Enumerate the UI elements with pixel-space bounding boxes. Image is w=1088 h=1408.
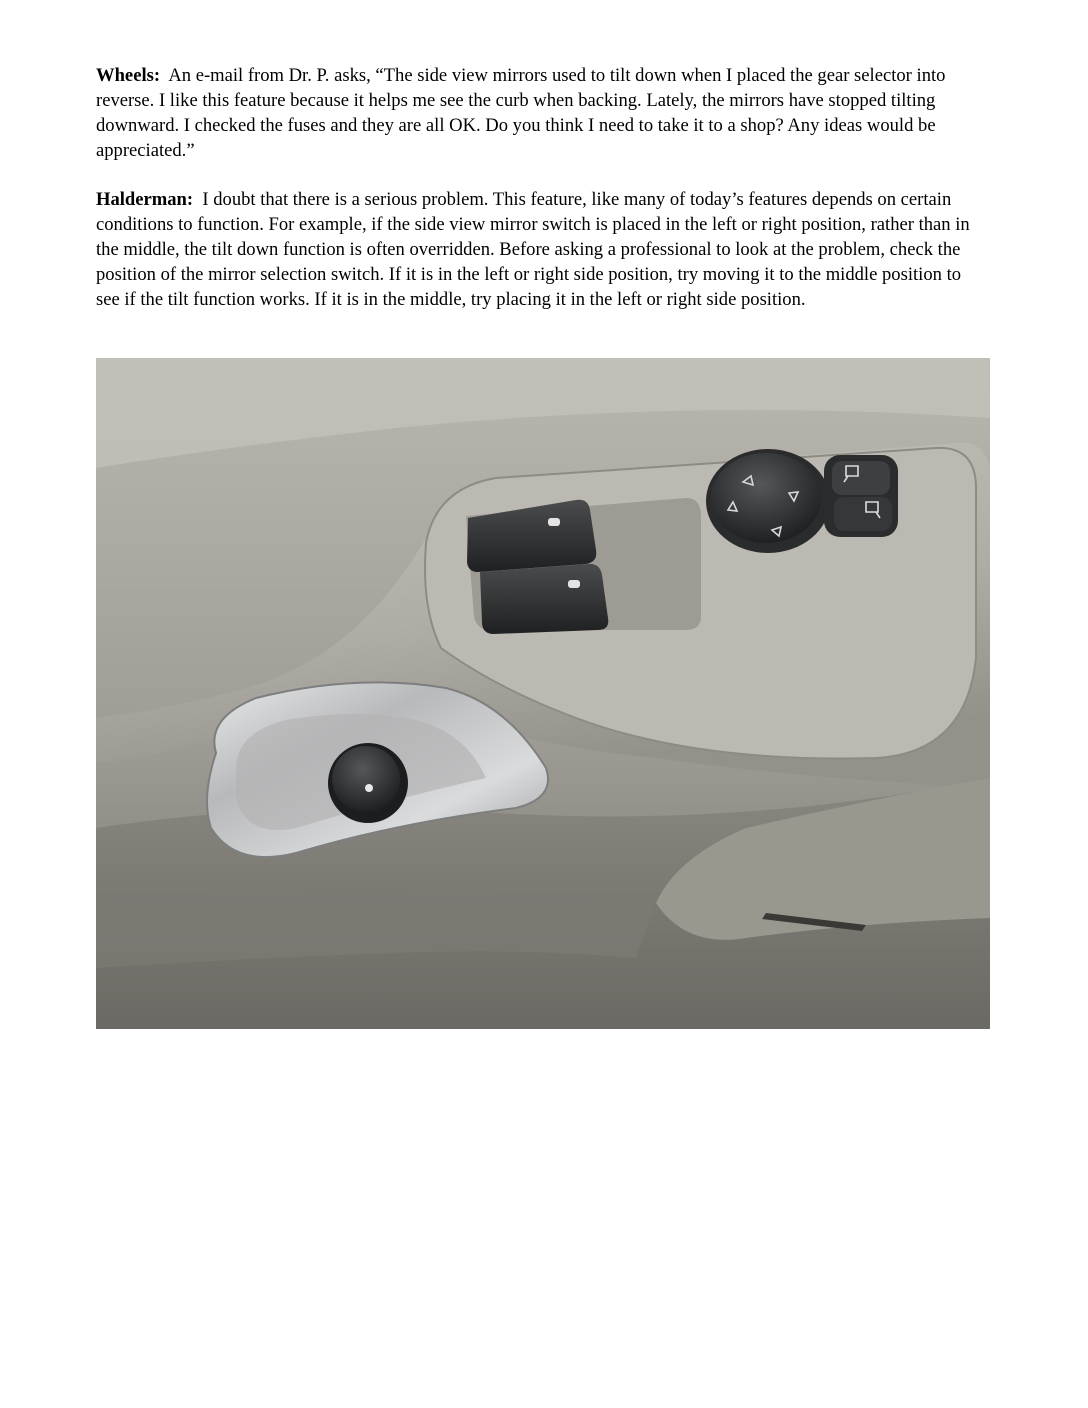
answer-paragraph bbox=[96, 187, 988, 312]
door-lock-button bbox=[328, 743, 408, 823]
mirror-selector-switch bbox=[824, 455, 898, 537]
mirror-control-knob bbox=[706, 449, 830, 553]
window-switch-rear bbox=[480, 564, 608, 634]
answer-text: I doubt that there is a serious problem. This feature, like many of today’s features depends on certain conditions to function. For example, if the side view mirror switch is placed in the left or right position, rather than in the middle, the tilt down function is often overridden. Before asking a professional to look at the problem, check the position of the mirror selection switch. If it is in the left or right side position, try moving it to the middle position to see if the tilt function works. If it is in the middle, try placing it in the left or right side position. bbox=[96, 189, 970, 310]
question-speaker: Wheels: bbox=[96, 65, 161, 86]
question-paragraph bbox=[96, 63, 988, 163]
door-panel-photo bbox=[96, 358, 990, 1029]
answer-speaker: Halderman: bbox=[96, 189, 194, 210]
question-text: An e-mail from Dr. P. asks, “The side view mirrors used to tilt down when I placed the gear selector into reverse. I like this feature because it helps me see the curb when backing. Lately, the mirrors have stopped tilting downward. I checked the fuses and they are all OK. Do you think I need to take it to a shop? Any ideas would be appreciated.” bbox=[96, 65, 946, 161]
